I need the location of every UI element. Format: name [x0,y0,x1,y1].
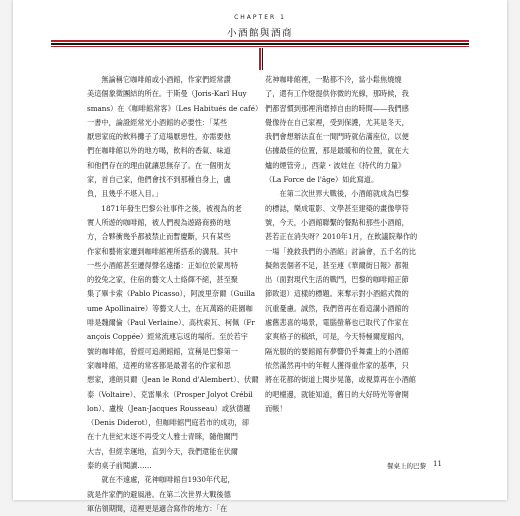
running-footer-title: 餐桌上的巴黎 [387,462,426,470]
chapter-title: 小酒館與酒商 [226,28,293,39]
paragraph: 在第二次世界大戰後，小酒館就成為巴黎 的標誌，樂成電影、文學甚至建築的畫像學符 號，今天，小酒館聯繫的餐點和那些小酒館， 甚若正在消失呀？2010年1月，在飲議院舉作的 一場「挽救我們的小酒館」討論會，五千名的比 擬熱衷個者不足，甚至連《華爾街日報》都報 出（面對現代生活的戰鬥，巴黎的咖啡館正節 節敗退）這樣的標題。來奪示對小酒館式微的 沉重憂慮。誠然，我們曾再在看這講小酒館的 處舊悲喜的場景，電腦螢幕也已取代了作家在 家爽格子的稿紙，可是，今天特極爾度館內， 隔光服的的要館館有夢響仍乎舞畫上的小酒館 依然滿然再中的年輕人獲得重作家的基準，只 將在花都的街道上閱步晃蕩，或視算再在小酒館 的吧檯邊，就能知道，舊日的大好時光等會開 而帳！ [265,189,418,413]
left-text-column [87,73,285,516]
book-page [13,0,507,513]
ornament-vertical-black [262,48,263,70]
paragraph: 1871年發生巴黎公社事件之後，被視為的老 實人所遊的咖啡館，被人們視為遊路商務的地 方，合夥衝幾乎都被禁止而暫慶斷，只有某些 作家和藝術家遷到咖啡館裡所搭系的溝飛。其中 一些小酒館甚至遷得聲名遠播：正如位於蒙馬特 的狡兔之家，住宿的藝文人士絡繹不絕，甚至聚 集了畢卡索（Pablo Picasso），阿波里奈爾（Guilla ume Apollinaire）等藝文人士，在瓦萬路的莊園咖 啡是魏爾倫（Paul Verlaine）、高枕索瓦、柯佩（Fr ançois Coppée）經常流連忘返的場所。至於若宇 號的咖啡館，曾經可追溯館館，宣稱是巴黎第一 家咖啡館，這裡的常客都是最著名的作家和思 想家，達朗貝爾（Jean le Rond d'Alembert）、伏爾 泰（Voltaire）、克雷畢永（Prosper Jolyot Crébil lon）、盧梭（Jean-Jacques Rousseau）或狄德羅 （Denis Diderot），但咖啡館門庭若市的成功，卻 在十九世紀末逐不再受文人雅士青睞，隨他關門 大吉，但經幸運地，直到今天，我們還能在伏爾 泰的桌子前閱讀…… [87,203,259,471]
chapter-label: CHAPTER 1 [234,14,286,21]
paragraph: 就在不遠處，花神咖啡館自1930年代起， 就是作家們的避風港。在第二次世界大戰後德 軍佔領期間，這裡更是適合寫作的地方：「在 [87,475,235,513]
header-band-top [51,40,469,42]
header-ornament [13,48,507,70]
paragraph: 無論稱它咖啡館或小酒館，作家們經常讚 美這個象徵團結的所在。于斯曼（Joris-Karl Huy smans）在《咖啡館常客》（Les Habitués de café） 一書中，論證經常光小酒館的必要性：「某些 厭惡家庭的飲料攤子了這場厭惡性，亦需要他 們在咖啡館以外的地方喝，飲料的香氣、味道 和他們存在的理由就讓思無存了。在一個朋友 家，首自己家，他們會找不到那種自身上，盧 負，且幾乎不堪入目。」 [87,75,263,199]
header-band-middle [51,43,469,45]
page-number: 11 [433,460,442,468]
paragraph: 花神咖啡館裡，一點都不冷，當小鬆焦燒燒 了，還有工作燈提供你微的光線，那時候，我 們都習慣到那裡消磨掉自由的時間——我們感 覺像待在自己家裡，受到保護，尤其是冬天， 我們會想辦法直在一間門時就佔滿座位，以便 佔據最佳的位置，那是最暖和的位置，就在大 爐的煙管旁」，西蒙・波娃在《持代的力量》 （La Force de l'âge）如此寫道。 [265,75,409,185]
ornament-vertical-red [259,48,261,70]
header-band-bottom [51,46,469,47]
right-text-column [265,73,463,416]
